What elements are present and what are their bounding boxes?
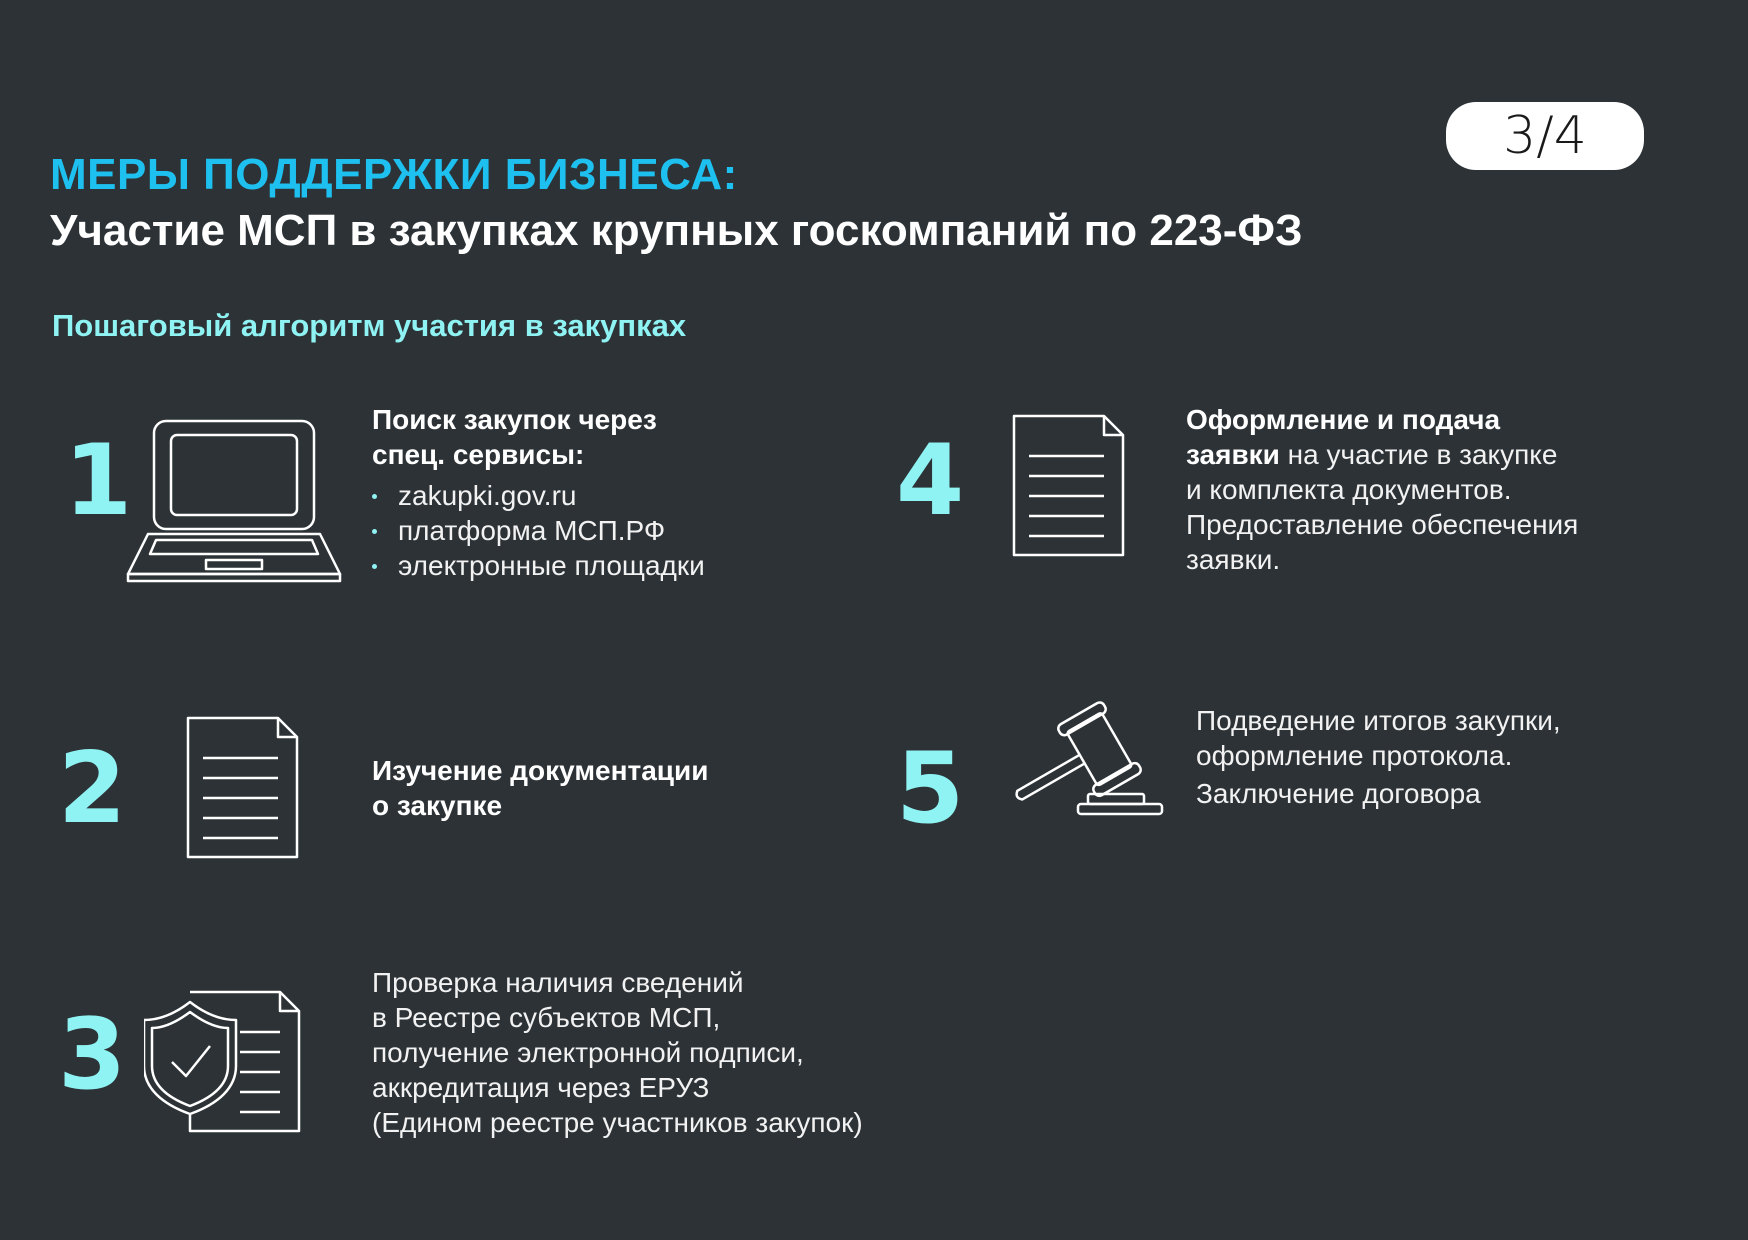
step-1-text: [372, 402, 792, 583]
page-title-category: МЕРЫ ПОДДЕРЖКИ БИЗНЕСА:: [50, 150, 738, 199]
step-1-number: 1: [64, 424, 133, 538]
step-2-number: 2: [58, 732, 127, 846]
laptop-icon: [126, 418, 344, 586]
step-5-number: 5: [896, 732, 965, 846]
step-1-title-line: Поиск закупок через: [372, 404, 657, 435]
list-item: zakupki.gov.ru: [372, 478, 792, 513]
gavel-icon: [1000, 700, 1166, 818]
shield-document-icon: [144, 990, 302, 1134]
list-item: электронные площадки: [372, 548, 792, 583]
step-5-line: Подведение итогов закупки,: [1196, 705, 1561, 736]
step-4-title-line: Оформление и подача: [1186, 404, 1501, 435]
step-1-title-line: спец. сервисы:: [372, 439, 585, 470]
step-4-line: Предоставление обеспечения: [1186, 509, 1579, 540]
step-4-line: и комплекта документов.: [1186, 474, 1512, 505]
step-3-text: [372, 965, 992, 1140]
step-5-line: Заключение договора: [1196, 778, 1481, 809]
step-4-number: 4: [896, 424, 965, 538]
document-icon: [186, 716, 300, 860]
step-4-line: заявки.: [1186, 544, 1281, 575]
page-title: Участие МСП в закупках крупных госкомпаний по 223-ФЗ: [50, 206, 1303, 255]
step-3-line: аккредитация через ЕРУЗ: [372, 1072, 710, 1103]
step-1-bullet-list: [372, 478, 792, 583]
step-4-line-rest: на участие в закупке: [1279, 439, 1558, 470]
step-5-text: [1196, 703, 1726, 811]
step-3-line: в Реестре субъектов МСП,: [372, 1002, 721, 1033]
page-number-badge: 3/4: [1446, 102, 1644, 170]
list-item: платформа МСП.РФ: [372, 513, 792, 548]
step-4-text: [1186, 402, 1726, 577]
step-4-title-word: заявки: [1186, 439, 1280, 470]
step-2-title-line: Изучение документации: [372, 755, 709, 786]
step-3-number: 3: [58, 998, 127, 1112]
step-4-line: [1186, 437, 1726, 472]
step-3-line: Проверка наличия сведений: [372, 967, 744, 998]
document-icon: [1012, 414, 1126, 558]
step-2-title-line: о закупке: [372, 790, 503, 821]
step-2-text: [372, 753, 792, 823]
step-3-line: получение электронной подписи,: [372, 1037, 804, 1068]
section-subtitle: Пошаговый алгоритм участия в закупках: [52, 308, 687, 343]
step-3-line: (Едином реестре участников закупок): [372, 1107, 863, 1138]
step-5-line: оформление протокола.: [1196, 740, 1513, 771]
